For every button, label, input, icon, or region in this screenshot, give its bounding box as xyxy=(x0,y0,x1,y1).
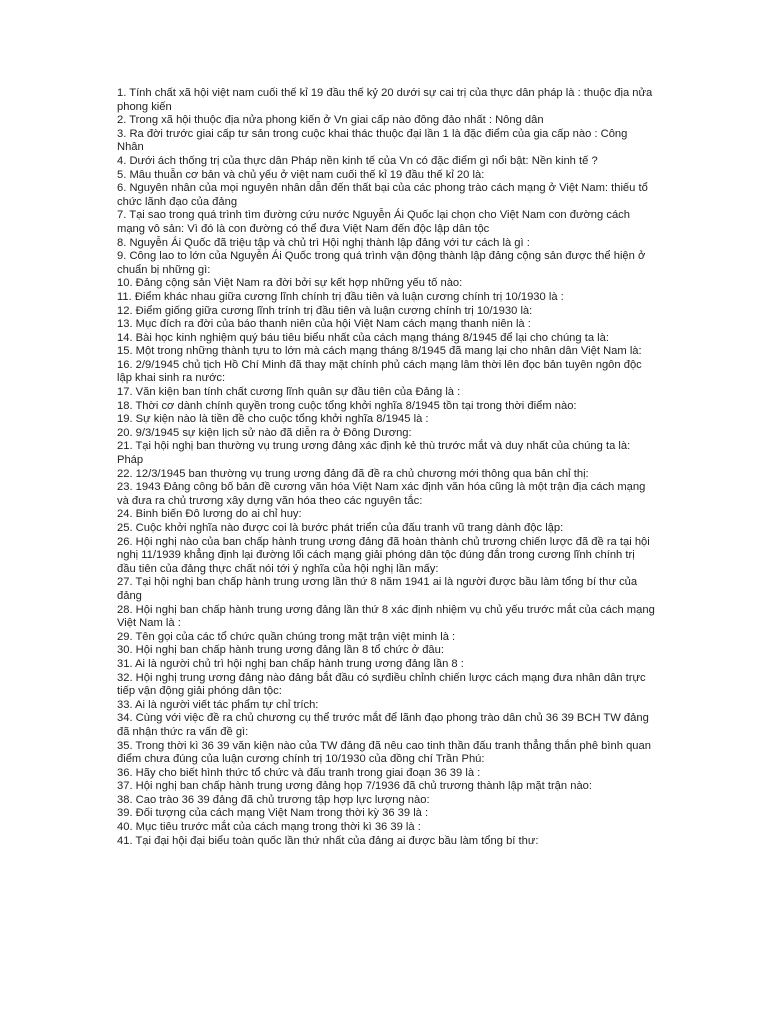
question-item: 17. Văn kiện ban tính chất cương lĩnh quân sự đầu tiên của Đảng là : xyxy=(117,386,461,399)
question-item: 28. Hội nghị ban chấp hành trung ương đảng lần thứ 8 xác định nhiệm vụ chủ yếu trước mắt của cách mạng Việt Nam là : xyxy=(117,603,655,630)
question-item: 10. Đảng cộng sản Việt Nam ra đời bởi sự kết hợp những yếu tố nào: xyxy=(117,277,463,290)
question-item: 38. Cao trào 36 39 đảng đã chủ trương tập hợp lực lượng nào: xyxy=(117,793,430,806)
question-item: 14. Bài học kinh nghiệm quý báu tiêu biểu nhất của cách mạng tháng 8/1945 để lại cho chúng ta là: xyxy=(117,331,609,344)
question-item: 39. Đối tượng của cách mạng Việt Nam trong thời kỳ 36 39 là : xyxy=(117,807,429,820)
question-item: 24. Binh biến Đô lương do ai chỉ huy: xyxy=(117,508,302,521)
question-item: 19. Sự kiện nào là tiền đề cho cuộc tổng khởi nghĩa 8/1945 là : xyxy=(117,413,429,426)
question-item: 16. 2/9/1945 chủ tịch Hồ Chí Minh đã thay mặt chính phủ cách mạng lâm thời lên đọc bản tuyên ngôn độc lập khai sinh ra nước: xyxy=(117,358,642,385)
question-item: 6. Nguyên nhân của mọi nguyên nhân dẫn đến thất bại của các phong trào cách mạng ở Việt Nam: thiếu tổ chức lãnh đạo của đảng xyxy=(117,182,648,208)
question-item: 4. Dưới ách thống trị của thực dân Pháp nền kinh tế của Vn có đặc điểm gì nổi bật: Nền kinh tế ? xyxy=(117,154,598,167)
question-item: 41. Tại đại hội đại biểu toàn quốc lần thứ nhất của đảng ai được bầu làm tổng bí thư: xyxy=(117,834,539,847)
question-item: 13. Mục đích ra đời của báo thanh niên của hội Việt Nam cách mạng thanh niên là : xyxy=(117,318,531,331)
question-item: 34. Cùng với việc đề ra chủ chương cụ thể trước mắt để lãnh đạo phong trào dân chủ 36 39 BCH TW đảng đã nhận thức ra vấn đề gì: xyxy=(117,712,649,738)
question-item: 29. Tên gọi của các tổ chức quần chúng trong mặt trận việt minh là : xyxy=(117,630,456,643)
question-item: 15. Một trong những thành tựu to lớn mà cách mạng tháng 8/1945 đã mang lại cho nhân dân Việt Nam là: xyxy=(117,345,642,358)
question-item: 37. Hội nghị ban chấp hành trung ương đảng họp 7/1936 đã chủ trương thành lập mặt trận nào: xyxy=(117,780,593,793)
question-item: 7. Tại sao trong quá trình tìm đường cứu nước Nguyễn Ái Quốc lại chọn cho Việt Nam con đường cách mạng vô sản: Vì đó là con đường có thể đưa Việt Nam đến độc lập dân tộc xyxy=(117,209,630,235)
question-item: 18. Thời cơ dành chính quyền trong cuộc tổng khởi nghĩa 8/1945 tồn tại trong thời điểm nào: xyxy=(117,399,577,412)
question-item: 36. Hãy cho biết hình thức tổ chức và đấu tranh trong giai đoạn 36 39 là : xyxy=(117,766,481,779)
question-item: 21. Tại hội nghị ban thường vụ trung ương đảng xác định kẻ thù trước mắt và duy nhất của chúng ta là: Pháp xyxy=(117,440,631,467)
question-item: 35. Trong thời kì 36 39 văn kiện nào của TW đảng đã nêu cao tinh thần đấu tranh thẳng thắn phê bình quan điểm chưa đúng của luận cương chính trị 10/1930 của đồng chí Trần Phú: xyxy=(117,739,651,766)
question-item: 27. Tại hội nghị ban chấp hành trung ương lần thứ 8 năm 1941 ai là người được bầu làm tổng bí thư của đảng xyxy=(117,576,638,602)
question-item: 20. 9/3/1945 sự kiện lịch sử nào đã diễn ra ở Đông Dương: xyxy=(117,426,412,439)
question-item: 40. Mục tiêu trước mắt của cách mạng trong thời kì 36 39 là : xyxy=(117,821,421,834)
question-item: 22. 12/3/1945 ban thường vụ trung ương đảng đã đề ra chủ chương mới thông qua bản chỉ thị: xyxy=(117,467,589,480)
question-item: 3. Ra đời trước giai cấp tư sản trong cuộc khai thác thuộc đại lần 1 là đặc điểm của gia cấp nào : Công Nhân xyxy=(117,127,628,154)
question-item: 33. Ai là người viết tác phẩm tự chỉ trích: xyxy=(117,698,319,711)
question-item: 30. Hội nghị ban chấp hành trung ương đảng lần 8 tổ chức ở đâu: xyxy=(117,644,444,657)
question-item: 25. Cuộc khởi nghĩa nào được coi là bước phát triển của đấu tranh vũ trang dành độc lập: xyxy=(117,522,564,534)
question-item: 23. 1943 Đảng công bố bản đề cương văn hóa Việt Nam xác định văn hóa cũng là một trận địa cách mạng và đưa ra chủ trương xây dựng văn hóa theo các nguyên tắc: xyxy=(117,481,646,507)
question-item: 12. Điểm giống giữa cương lĩnh trính trị đầu tiên và luận cương chính trị 10/1930 là: xyxy=(117,304,533,317)
question-item: 31. Ai là người chủ trì hội nghị ban chấp hành trung ương đảng lần 8 : xyxy=(117,657,464,670)
question-item: 11. Điểm khác nhau giữa cương lĩnh chính trị đầu tiên và luận cương chính trị 10/1930 là : xyxy=(117,290,564,303)
question-item: 1. Tính chất xã hội việt nam cuối thế kỉ 19 đầu thế kỷ 20 dưới sự cai trị của thực dân pháp là : thuộc địa nửa phong kiến xyxy=(117,87,653,113)
question-item: 32. Hội nghị trung ương đảng nào đảng bắt đầu có sựđiều chỉnh chiến lược cách mạng đưa nhân dân trực tiếp vận động giải phóng dân tộc: xyxy=(117,671,646,698)
question-item: 9. Công lao to lớn của Nguyễn Ái Quốc trong quá trình vận động thành lập đảng cộng sản được thể hiện ở chuẩn bị những gì: xyxy=(117,250,646,276)
question-list xyxy=(117,87,656,848)
question-item: 26. Hội nghị nào của ban chấp hành trung ương đảng đã hoàn thành chủ trương chiến lược đã đề ra tại hội nghị 11/1939 khẳng định lại đường lối cách mạng giải phóng dân tộc đúng đắn trong cương lĩnh chính trị đầu tiên của đảng thực chất nói tới ý nghĩa của hội nghị lần mấy: xyxy=(117,535,650,575)
question-item: 8. Nguyễn Ái Quốc đã triệu tập và chủ trì Hội nghị thành lập đảng với tư cách là gì : xyxy=(117,236,530,249)
question-item: 5. Mâu thuẫn cơ bản và chủ yếu ở việt nam cuối thế kỉ 19 đầu thế kỉ 20 là: xyxy=(117,168,485,181)
question-item: 2. Trong xã hội thuộc địa nửa phong kiến ở Vn giai cấp nào đông đảo nhất : Nông dân xyxy=(117,114,544,127)
